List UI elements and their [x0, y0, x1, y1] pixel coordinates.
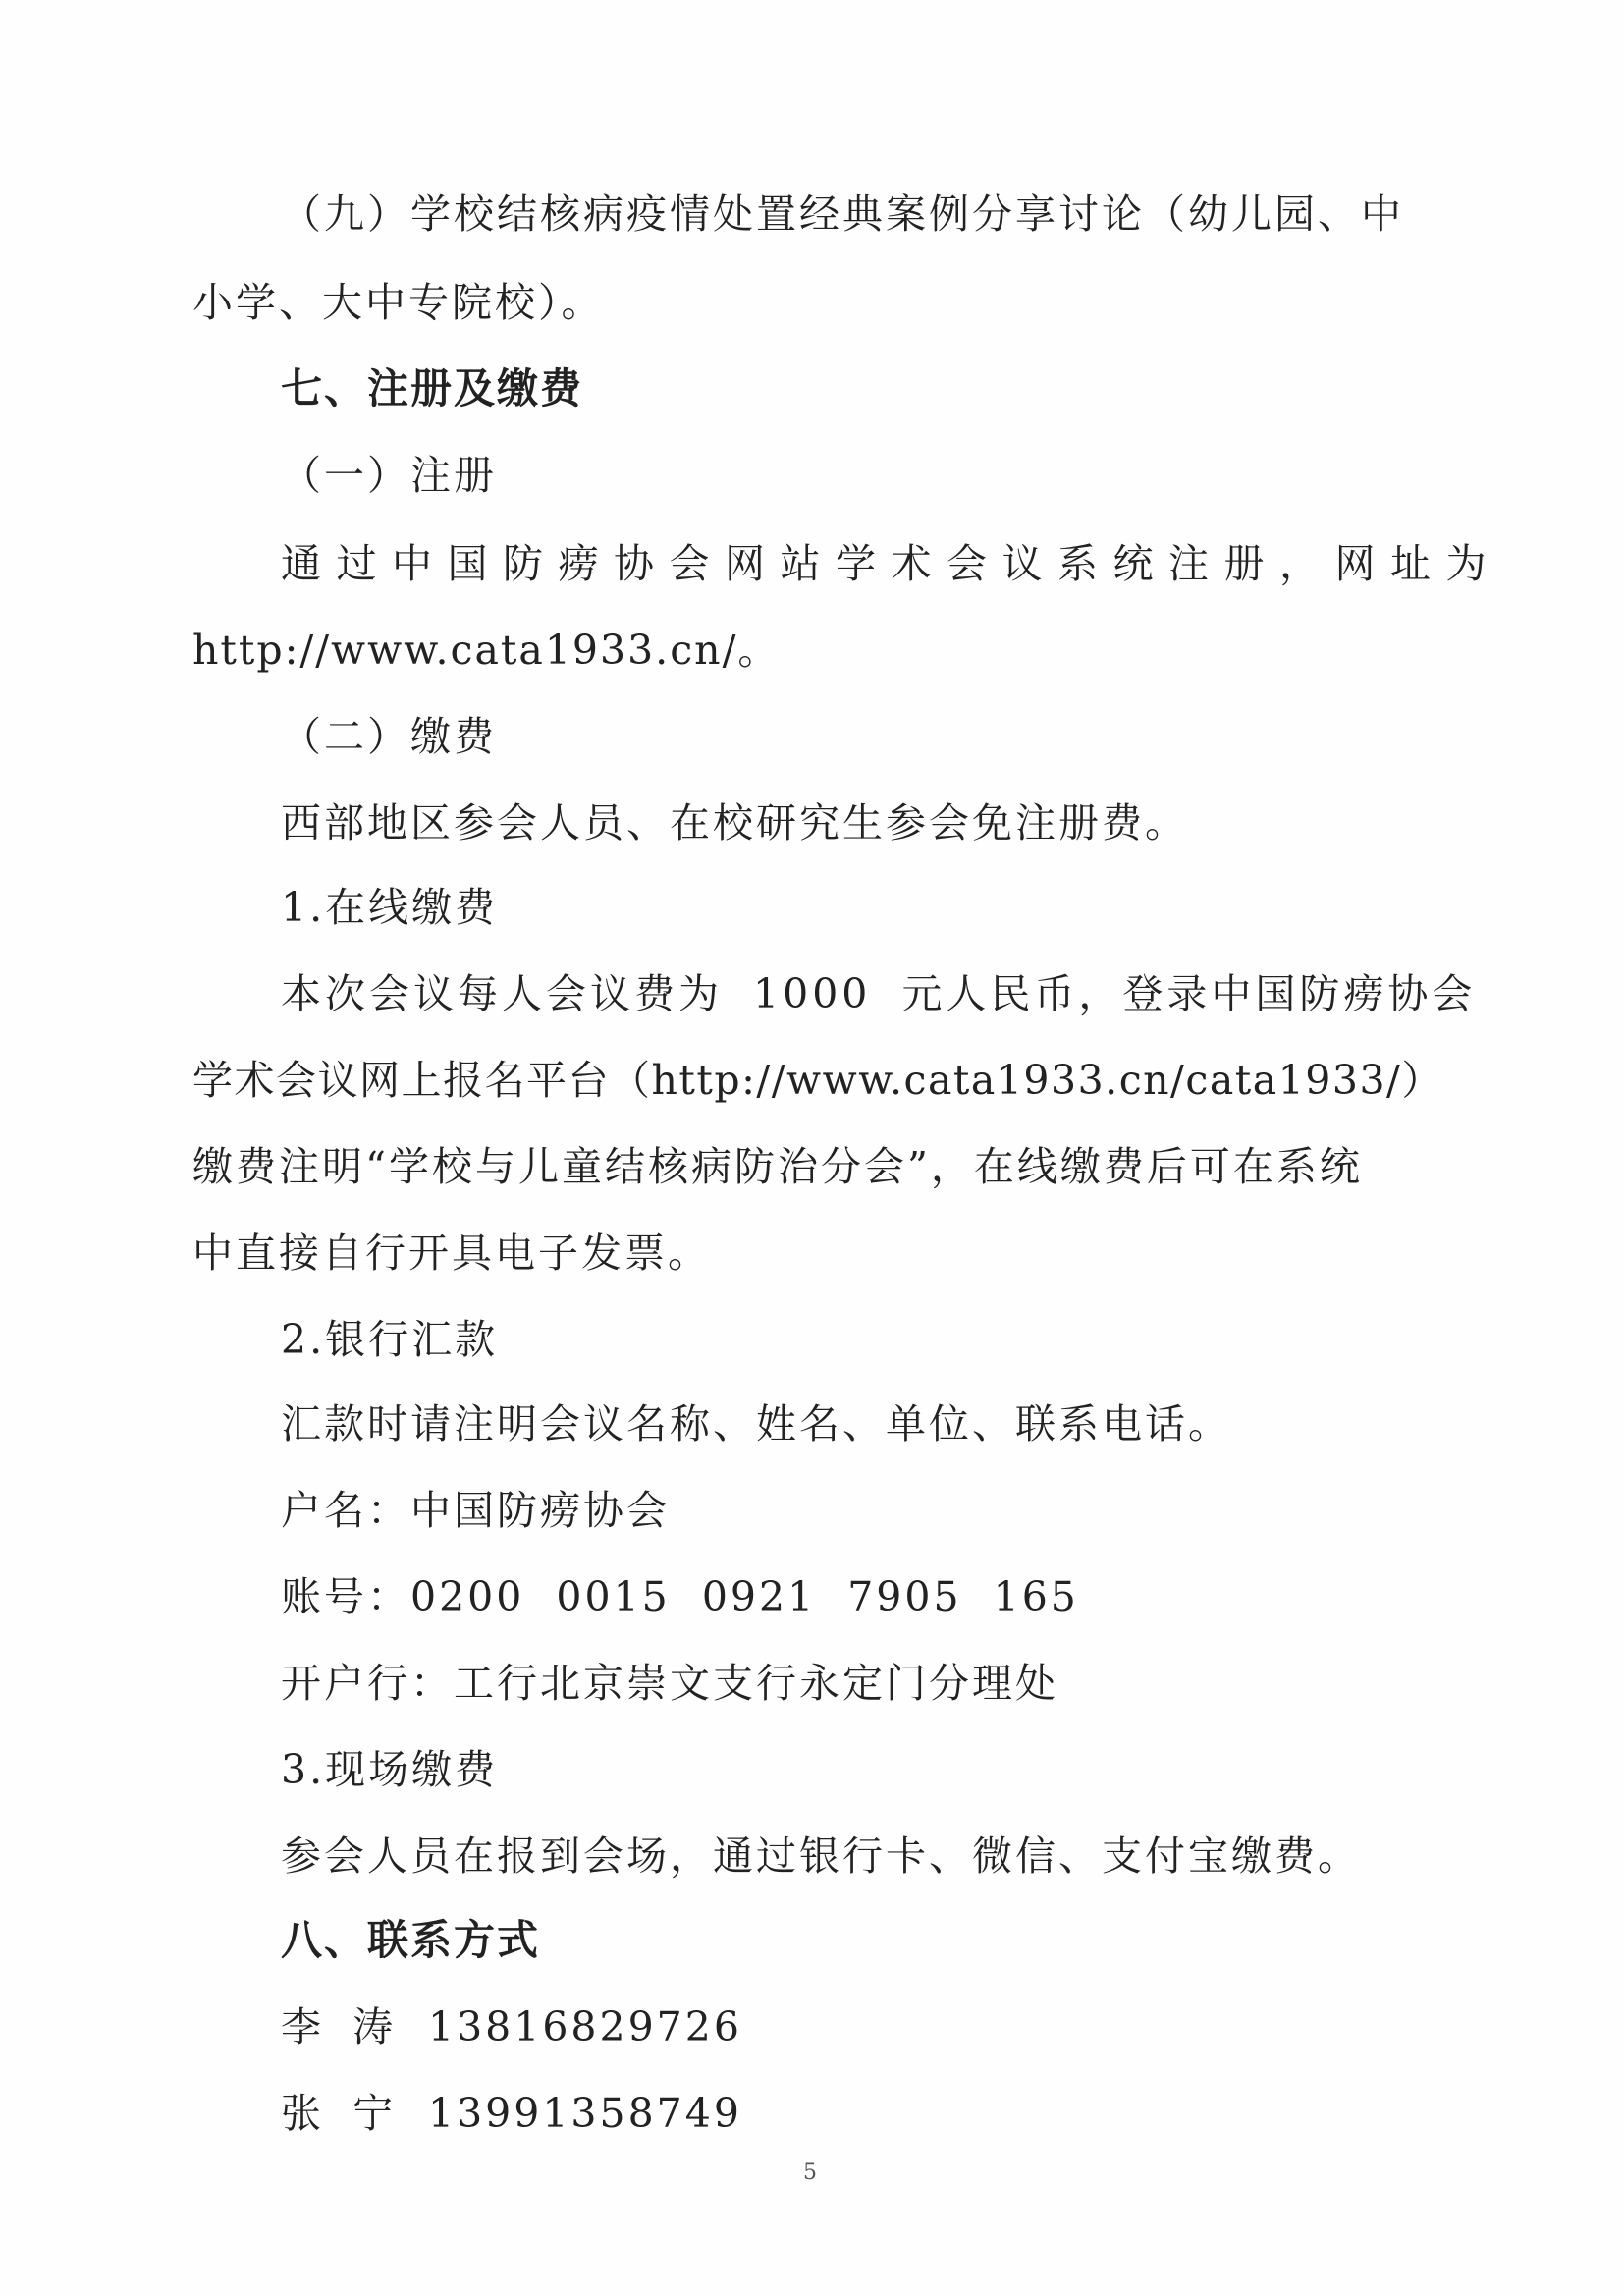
paragraph-line: 中直接自行开具电子发票。	[192, 1230, 711, 1277]
paragraph-line: 参会人员在报到会场，通过银行卡、微信、支付宝缴费。	[281, 1832, 1361, 1880]
contact-phone: 13991358749	[428, 2090, 742, 2137]
contact-row	[281, 1997, 742, 2056]
registration-url: http://www.cata1933.cn/。	[192, 627, 781, 674]
paragraph-line: 学术会议网上报名平台（http://www.cata1933.cn/cata1933/）	[192, 1057, 1443, 1104]
paragraph-line: 汇款时请注明会议名称、姓名、单位、联系电话。	[281, 1400, 1231, 1448]
contact-row	[281, 2084, 742, 2143]
payment-method-online: 1.在线缴费	[281, 884, 499, 931]
payment-method-onsite: 3.现场缴费	[281, 1746, 499, 1793]
subsection-heading-payment: （二）缴费	[281, 713, 497, 760]
contact-name: 张宁	[281, 2090, 424, 2137]
account-name: 户名：中国防痨协会	[281, 1487, 670, 1534]
paragraph-line: 缴费注明“学校与儿童结核病防治分会”，在线缴费后可在系统	[192, 1143, 1363, 1190]
bank-branch: 开户行：工行北京崇文支行永定门分理处	[281, 1660, 1058, 1707]
paragraph-line: 本次会议每人会议费为 1000 元人民币，登录中国防痨协会	[281, 970, 1477, 1017]
paragraph-line: 小学、大中专院校）。	[192, 279, 605, 326]
contact-phone: 13816829726	[428, 2003, 742, 2050]
paragraph-line: （九）学校结核病疫情处置经典案例分享讨论（幼儿园、中	[281, 191, 1404, 238]
page-number: 5	[803, 2160, 817, 2185]
section-heading-7: 七、注册及缴费	[281, 364, 584, 412]
paragraph-line: 通过中国防痨协会网站学术会议系统注册，网址为	[281, 540, 1501, 587]
account-number: 账号：0200 0015 0921 7905 165	[281, 1573, 1079, 1620]
subsection-heading-registration: （一）注册	[281, 452, 497, 499]
payment-method-bank: 2.银行汇款	[281, 1316, 499, 1363]
contact-name: 李涛	[281, 2003, 424, 2050]
section-heading-8: 八、联系方式	[281, 1916, 541, 1964]
paragraph-line: 西部地区参会人员、在校研究生参会免注册费。	[281, 799, 1188, 847]
